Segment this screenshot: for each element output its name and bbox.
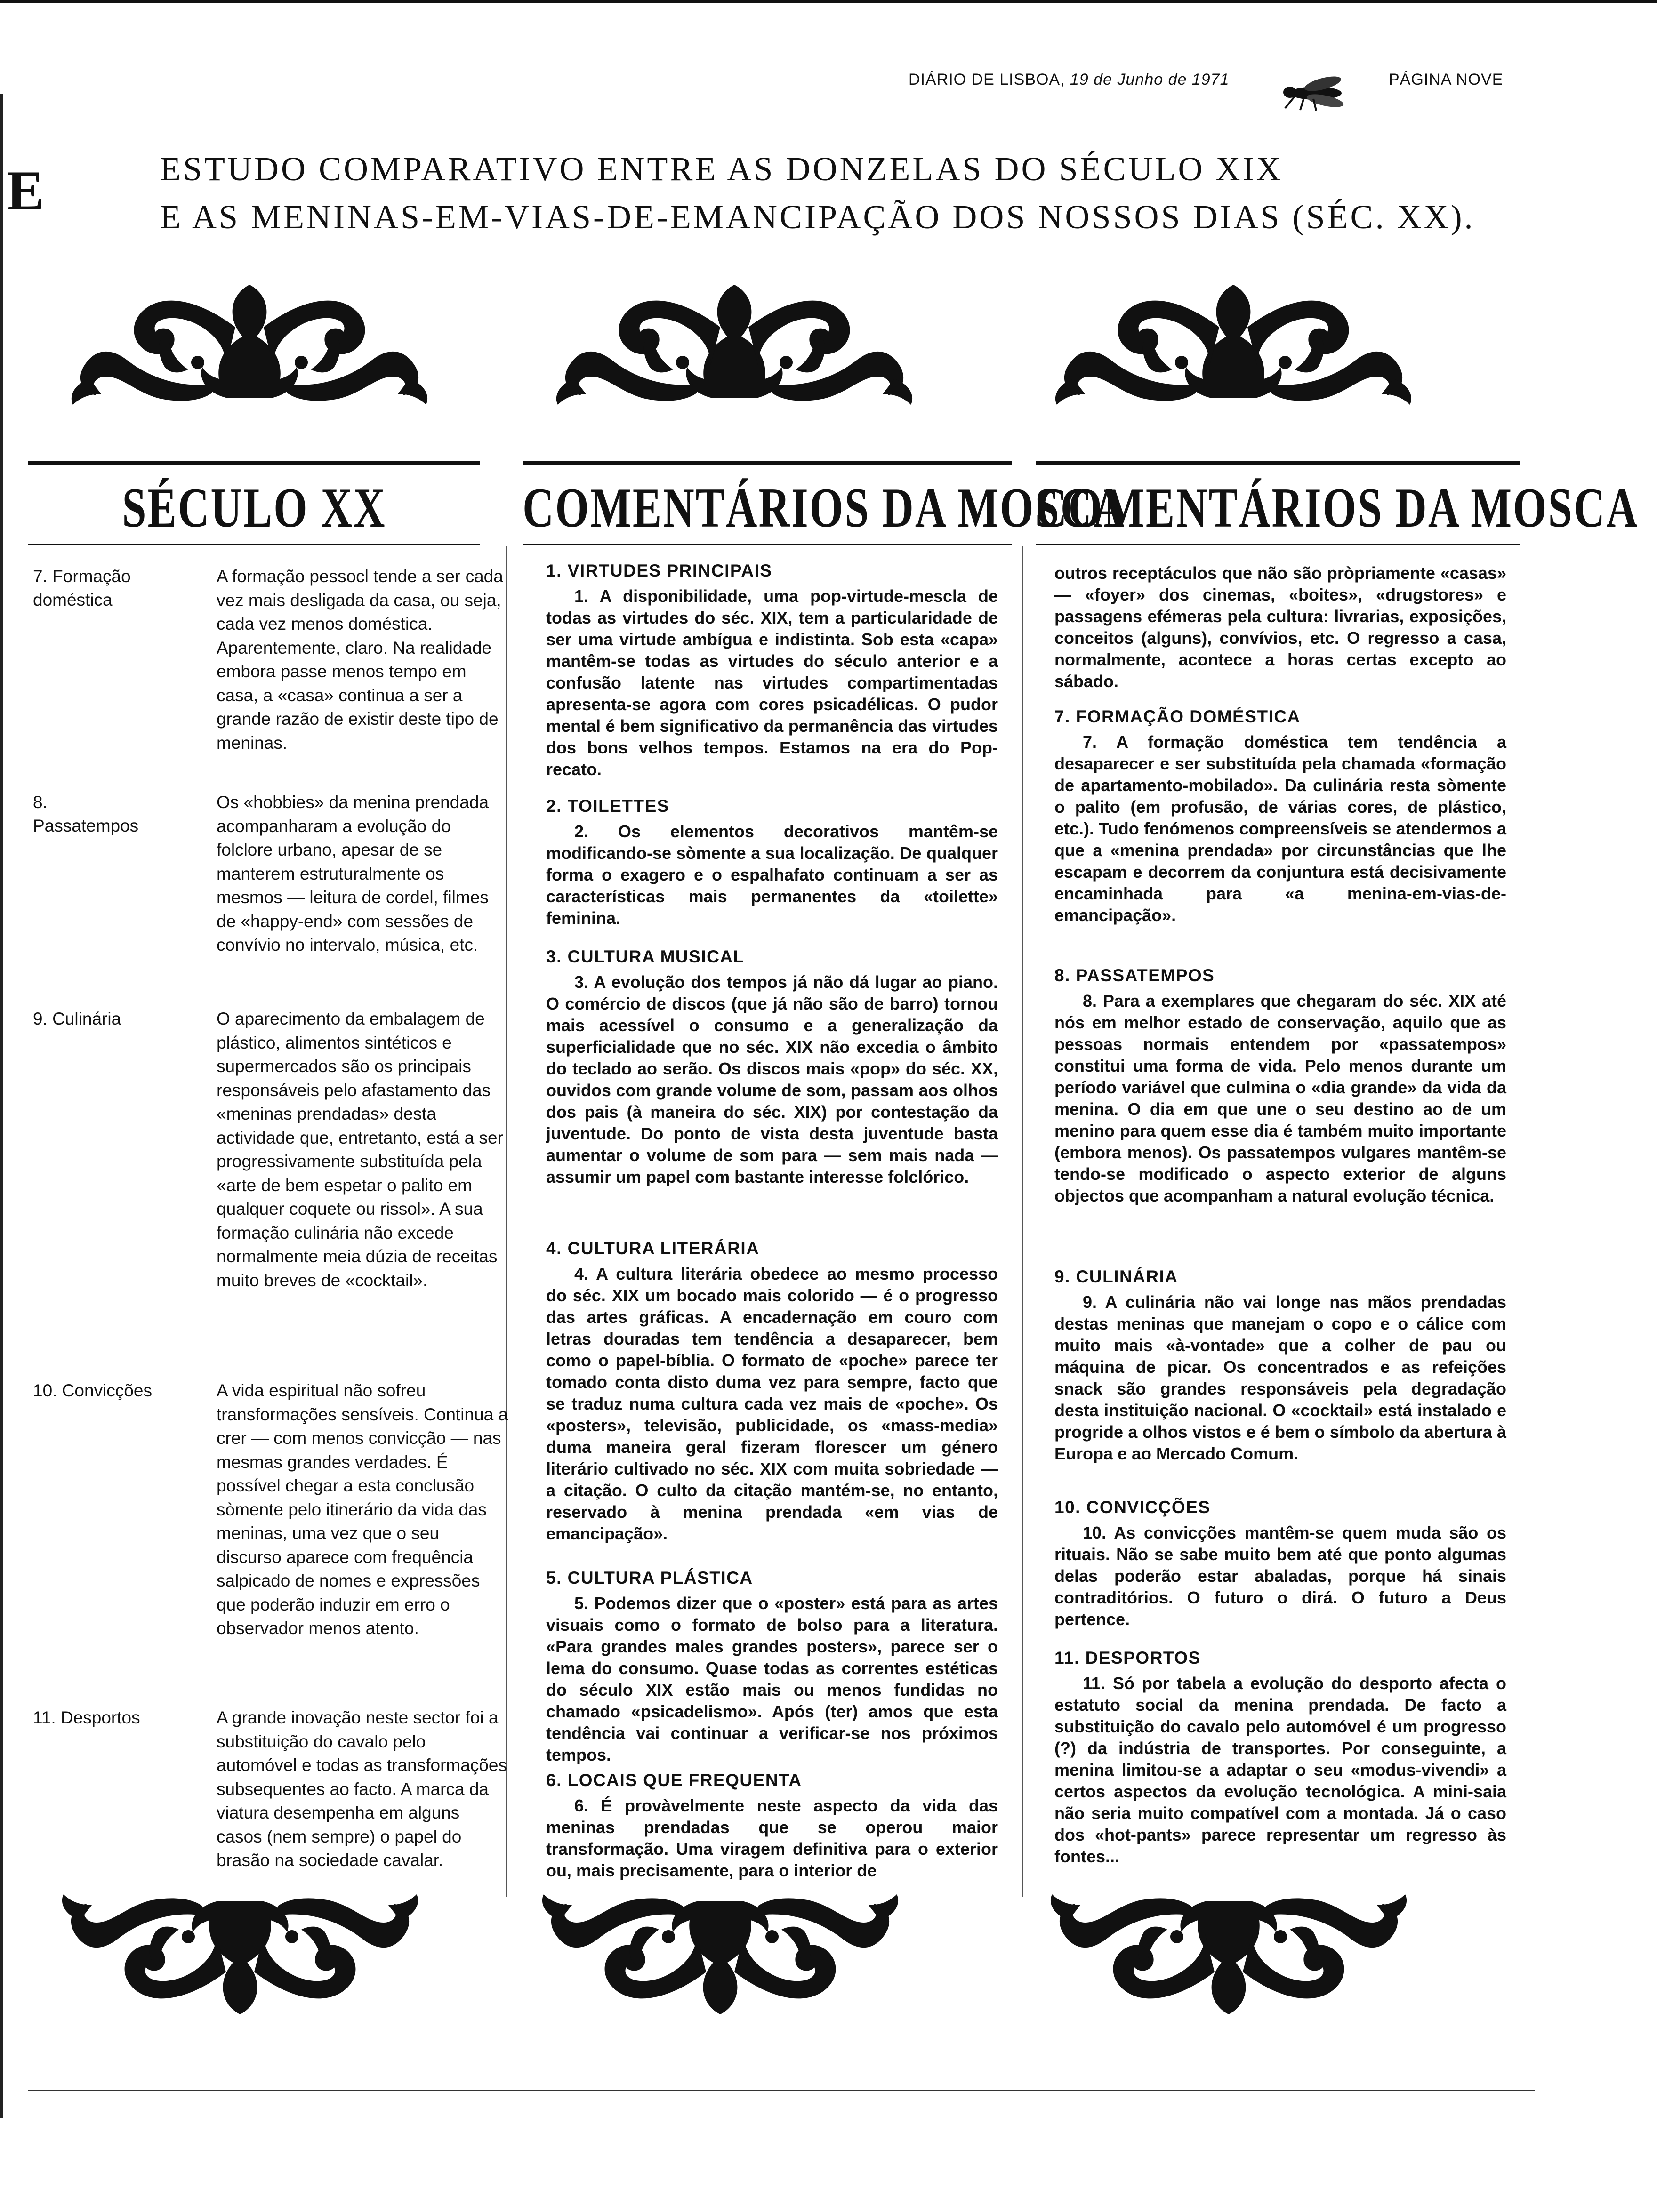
entry-label: 11. Desportos (33, 1708, 140, 1727)
headline-line-1: ESTUDO COMPARATIVO ENTRE AS DONZELAS DO SÉCULO XIX (160, 150, 1283, 188)
section-text: 10. As convicções mantêm-se quem muda são os rituais. Não se sabe muito bem até que ponto algumas delas poderão estar abaladas, porque há sinais contraditórios. O futuro o dirá. O futuro a Deus pertence. (1054, 1523, 1506, 1629)
entry-text: Os «hobbies» da menina prendada acompanharam a evolução do folclore urbano, apesar de se manterem estruturalmente os mesmos — leitura de cordel, filmes de «happy-end» com sessões de convívio no intervalo, música, etc. (217, 793, 489, 954)
top-border (0, 0, 1657, 3)
section-title: 5. CULTURA PLÁSTICA (546, 1568, 753, 1587)
section-title: 7. FORMAÇÃO DOMÉSTICA (1054, 707, 1301, 726)
section-title: 1. VIRTUDES PRINCIPAIS (546, 561, 772, 580)
mosca-virtudes-principais (546, 560, 998, 780)
mosca-passatempos (1054, 965, 1506, 1207)
section-title: 2. TOILETTES (546, 796, 669, 816)
heading-seculo-xx: SÉCULO XX (122, 476, 386, 539)
column-rule (28, 544, 480, 545)
mosca-desportos (1054, 1647, 1506, 1867)
mosca-toilettes (546, 795, 998, 929)
baroque-scroll-ornament-icon (47, 1892, 433, 2033)
mosca-cultura-musical (546, 946, 998, 1188)
mosca-cultura-plastica (546, 1567, 998, 1766)
section-text: 1. A disponibilidade, uma pop-virtude-mescla de todas as virtudes do séc. XIX, tem a particularidade de ser uma virtude ambígua e indistinta. Sob esta «capa» mantêm-se todas as virtudes do século anterior e a confusão latente nas virtudes compartimentadas apresenta-se agora com cores psicadélicas. O pudor mental é bem significativo da permanência das virtudes dos bons velhos tempos. Estamos na era do Pop-recato. (546, 586, 998, 779)
entry-conviccoes (33, 1379, 508, 1690)
page-number: PÁGINA NOVE (1389, 71, 1504, 88)
running-head (909, 71, 1230, 89)
section-title: 10. CONVICÇÕES (1054, 1498, 1211, 1517)
mosca-formacao-domestica (1054, 706, 1506, 926)
section-text: 9. A culinária não vai longe nas mãos prendadas destas meninas que manejam o copo e o cálice com muito mais «à-vontade» que a colher de pau ou máquina de picar. Os concentrados e as refeições snack são grandes responsáveis pela degradação desta instituição nacional. O «cocktail» está instalado e progride a olhos vistos e é bem o símbolo da abertura à Europa e ao Mercado Comum. (1054, 1292, 1506, 1463)
section-text: 11. Só por tabela a evolução do desporto afecta o estatuto social da menina prendada. De facto a substituição do cavalo pelo automóvel é um progresso (?) da indústria de transportes. Por conseguinte, a menina limitou-se a adaptar o seu «modus-vivendi» a certos aspectos da evolução tecnológica. A mini-saia não seria muito compatível com a montada. Já o caso dos «hot-pants» parece representar um regresso às fontes... (1054, 1674, 1506, 1866)
entry-label: 9. Culinária (33, 1009, 121, 1028)
entry-text: A vida espiritual não sofreu transformações sensíveis. Continua a crer — com menos convicção — nas mesmas grandes verdades. É possível chegar a esta conclusão sòmente pelo itinerário da vida das meninas, uma vez que o seu discurso aparece com frequência salpicado de nomes e expressões que poderão induzir em erro o observador menos atento. (217, 1381, 508, 1638)
column-rule (28, 461, 480, 465)
heading-comentarios-right: COMENTÁRIOS DA MOSCA (1036, 476, 1639, 539)
entry-label: 8. Passatempos (33, 793, 139, 835)
section-text: 3. A evolução dos tempos já não dá lugar ao piano. O comércio de discos (que já não são de barro) tornou mais acessível o consumo e a generalização da superficialidade que no séc. XIX não excedia o âmbito do teclado ao serão. Os discos mais «pop» do séc. XX, ouvidos com grande volume de som, passam aos olhos dos pais (à maneira do séc. XIX) por contestação da juventude. Do ponto de vista desta juventude basta aumentar o volume de som para — sem mais nada — assumir um papel com bastante interesse folclórico. (546, 972, 998, 1186)
entry-text: O aparecimento da embalagem de plástico, alimentos sintéticos e supermercados são os principais responsáveis pelo afastamento das «meninas prendadas» desta actividade que, entretanto, está a ser progressivamente substituída pela «arte de bem espetar o palito em qualquer coquete ou rissol». A sua formação culinária não excede normalmente meia dúzia de receitas muito breves de «cocktail». (217, 1009, 503, 1290)
entry-text: A grande inovação neste sector foi a substituição do cavalo pelo automóvel e todas as transformações subsequentes ao facto. A marca da viatura desempenha em alguns casos (nem sempre) o papel do brasão na sociedade cavalar. (217, 1708, 507, 1870)
entry-text: A formação pessocl tende a ser cada vez mais desligada da casa, ou seja, cada vez menos doméstica. Aparentemente, claro. Na realidade embora passe menos tempo em casa, a «casa» continua a ser a grande razão de existir deste tipo de meninas. (217, 567, 503, 753)
headline-line-2: E AS MENINAS-EM-VIAS-DE-EMANCIPAÇÃO DOS NOSSOS DIAS (SÉC. XX). (160, 198, 1475, 236)
left-border (0, 94, 3, 2118)
section-title: 9. CULINÁRIA (1054, 1267, 1178, 1286)
baroque-scroll-ornament-icon (1036, 1892, 1422, 2033)
fly-icon (1271, 71, 1351, 113)
section-title: 6. LOCAIS QUE FREQUENTA (546, 1771, 802, 1790)
section-letter: E (7, 159, 45, 222)
baroque-scroll-ornament-icon (527, 1892, 913, 2033)
section-title: 3. CULTURA MUSICAL (546, 947, 745, 966)
column-divider (1022, 546, 1023, 1897)
baroque-scroll-ornament-icon (56, 266, 442, 407)
entry-label: 7. Formação doméstica (33, 567, 131, 609)
mosca-cultura-literaria (546, 1238, 998, 1545)
mosca-conviccoes (1054, 1497, 1506, 1630)
section-text: outros receptáculos que não são pròpriamente «casas» — «foyer» dos cinemas, «boites», «drugstores» e passagens efémeras pela cultura: livrarias, exposições, conceitos (alguns), convívios, etc. O regresso a casa, normalmente, acontece a horas certas excepto ao sábado. (1054, 563, 1506, 691)
mosca-locais-que-frequenta (546, 1770, 998, 1882)
mosca-continuation (1054, 562, 1506, 692)
baroque-scroll-ornament-icon (1040, 266, 1426, 407)
baroque-scroll-ornament-icon (541, 266, 927, 407)
column-rule (523, 544, 1012, 545)
bottom-rule (28, 2090, 1535, 2091)
section-title: 4. CULTURA LITERÁRIA (546, 1239, 760, 1258)
section-title: 8. PASSATEMPOS (1054, 966, 1215, 985)
section-text: 5. Podemos dizer que o «poster» está para as artes visuais como o formato de bolso para a literatura. «Para grandes males grandes posters», parece ser o lema do consumo. Quase todas as correntes estéticas do século XIX estão mais ou menos fundidas no chamado «psicadelismo». Após (ter) amos que esta tendência vai continuar a verificar-se nos próximos tempos. (546, 1594, 998, 1764)
section-text: 4. A cultura literária obedece ao mesmo processo do séc. XIX um bocado mais colorido — é o progresso das artes gráficas. A encadernação em couro com letras douradas tem tendência a desaparecer, bem como o papel-bíblia. O formato de «poche» parece ter tomado conta disto duma vez para sempre, facto que se traduz numa cultura cada vez mais de «poche». Os «posters», televisão, publicidade, os «mass-media» duma maneira geral fizeram florescer um género literário cultivado no séc. XIX com muita sobriedade — a citação. O culto da citação mantém-se, no entanto, reservado à menina prendada «em vias de emancipação». (546, 1264, 998, 1543)
column-rule (1036, 544, 1520, 545)
heading-comentarios-middle: COMENTÁRIOS DA MOSCA (523, 476, 1126, 539)
mosca-culinaria (1054, 1266, 1506, 1465)
column-rule (1036, 461, 1520, 465)
column-rule (523, 461, 1012, 465)
entry-label: 10. Convicções (33, 1381, 152, 1400)
entry-passatempos (33, 791, 489, 979)
section-text: 2. Os elementos decorativos mantêm-se modificando-se sòmente a sua localização. De qualquer forma o exagero e o espalhafato continuam a ser as características mais permanentes da «toilette» feminina. (546, 822, 998, 928)
section-text: 8. Para a exemplares que chegaram do séc. XIX até nós em melhor estado de conservação, aquilo que as pessoas normais entendem por «passatempos» constitui uma forma de vida. Pelo menos durante um período variável que culmina o «dia grande» da vida da menina. O dia em que une o seu destino ao de um menino para quem esse dia é também muito importante (embora menos). Os passatempos vulgares mantêm-se tendo-se modificado o aspecto exterior de alguns objectos que acompanham a natural evolução técnica. (1054, 991, 1506, 1205)
issue-date: 19 de Junho de 1971 (1070, 71, 1230, 88)
entry-culinaria (33, 1007, 503, 1370)
section-text: 7. A formação doméstica tem tendência a desaparecer e ser substituída pela chamada «formação de apartamento-mobilado». Da culinária resta sòmente o palito (em profusão, de várias cores, de plástico, etc.). Tudo fenómenos compreensíveis se atendermos a que a «menina prendada» por circunstâncias que lhe escapam e decorrem da conjuntura está decisivamente encaminhada para «a menina-em-vias-de-emancipação». (1054, 732, 1506, 925)
entry-desportos (33, 1706, 507, 1894)
section-text: 6. É provàvelmente neste aspecto da vida das meninas prendadas que se operou maior transformação. Uma viragem definitiva para o exterior ou, mais precisamente, para o interior de (546, 1796, 998, 1880)
entry-formacao-domestica (33, 565, 503, 767)
newspaper-name: DIÁRIO DE LISBOA, (909, 71, 1065, 88)
section-title: 11. DESPORTOS (1054, 1648, 1201, 1667)
